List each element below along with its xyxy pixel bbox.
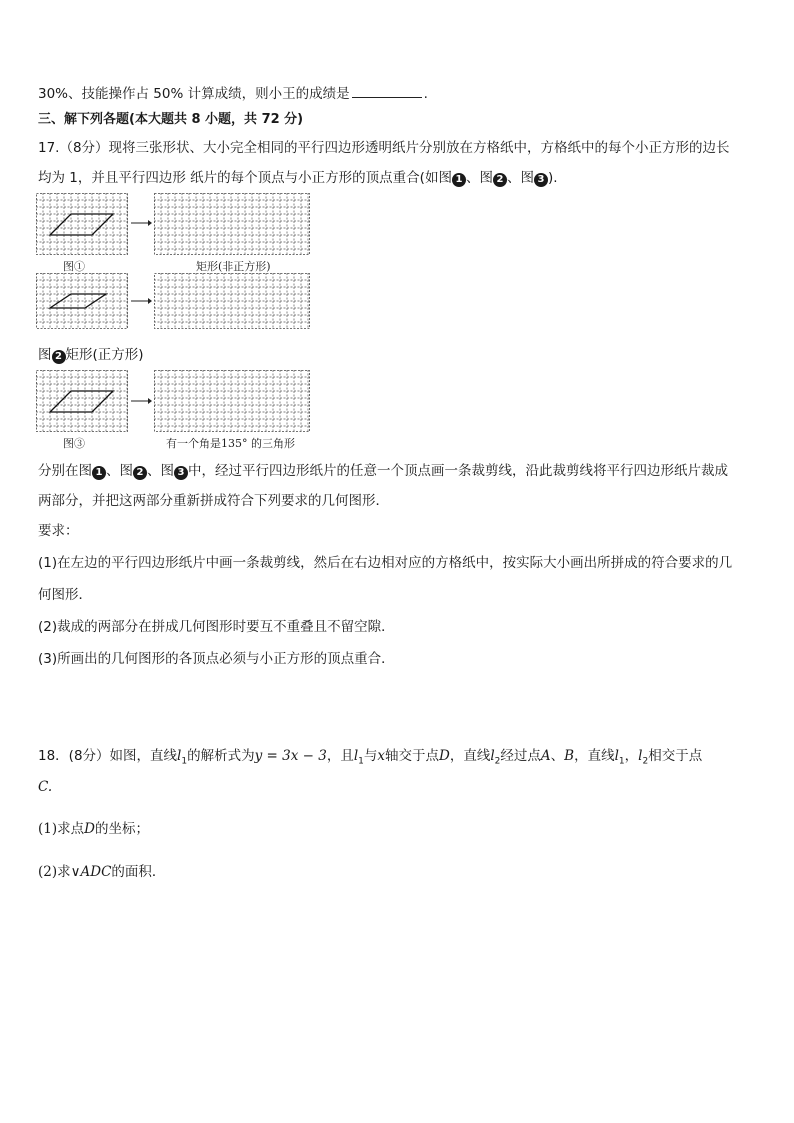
arrow-icon xyxy=(130,296,152,306)
figure3-target-caption: 有一个角是135° 的三角形 xyxy=(166,437,295,450)
figure2-caption: 图 2 矩形(正方形) xyxy=(38,347,144,363)
q17-para1-line1: 分别在图 1 、图 2 、图 3 中，经过平行四边形纸片的任意一个顶点画一条裁剪线，沿此裁剪线将平行四边形纸片裁成 xyxy=(38,463,728,479)
circle-2-icon: 2 xyxy=(52,350,66,364)
q17-line1: 17.（8分）现将三张形状、大小完全相同的平行四边形透明纸片分别放在方格纸中，方格纸中的每个小正方形的边长 xyxy=(38,140,730,156)
circle-2-icon: 2 xyxy=(493,173,507,187)
requirement-1-line2: 何图形． xyxy=(38,587,92,603)
requirement-3: (3)所画出的几何图形的各顶点必须与小正方形的顶点重合． xyxy=(38,651,395,667)
q17-para1-line2: 两部分，并把这两部分重新拼成符合下列要求的几何图形． xyxy=(38,493,389,509)
circle-1-icon: 1 xyxy=(452,173,466,187)
requirement-1-line1: (1)在左边的平行四边形纸片中画一条裁剪线，然后在右边相对应的方格纸中，按实际大小画出所拼成的符合要求的几 xyxy=(38,555,733,571)
q18-sub1: (1)求点D的坐标； xyxy=(38,821,149,837)
arrow-icon xyxy=(130,218,152,228)
q17-line2: 均为 1，并且平行四边形 纸片的每个顶点与小正方形的顶点重合(如图 1 、图 2 、图 3 ). xyxy=(38,170,558,186)
figure2-left-grid xyxy=(36,273,128,329)
figure1-left-grid xyxy=(36,193,128,255)
figure3-left-grid xyxy=(36,370,128,432)
q18-sub2: (2)求∨ADC的面积． xyxy=(38,864,166,880)
answer-line: 30%、技能操作占 50% 计算成绩，则小王的成绩是 . xyxy=(38,86,428,102)
parallelogram-shape xyxy=(50,391,113,412)
parallelogram-shape xyxy=(50,214,113,235)
requirement-2: (2)裁成的两部分在拼成几何图形时要互不重叠且不留空隙． xyxy=(38,619,395,635)
answer-blank[interactable] xyxy=(352,85,422,98)
circle-1-icon: 1 xyxy=(92,466,106,480)
circle-3-icon: 3 xyxy=(534,173,548,187)
figure1-target-caption: 矩形(非正方形) xyxy=(196,260,271,273)
equation: y = 3x − 3 xyxy=(254,748,327,764)
requirements-title: 要求： xyxy=(38,523,79,539)
answer-text: 30%、技能操作占 50% 计算成绩，则小王的成绩是 xyxy=(38,86,350,102)
figure2-right-grid xyxy=(154,273,310,329)
section-header: 三、解下列各题(本大题共 8 小题，共 72 分) xyxy=(38,112,304,127)
figure3-caption: 图③ xyxy=(63,437,85,450)
q18-point-c: C. xyxy=(38,779,53,795)
circle-3-icon: 3 xyxy=(174,466,188,480)
figure3-right-grid xyxy=(154,370,310,432)
q18-line1: 18．(8分）如图，直线$l_1$的解析式为y = 3x − 3，且$l_1$与x轴交于点D，直线$l_2$经过点A、B，直线$l_1$，$l_2$相交于点 xyxy=(38,748,703,767)
figure1-caption: 图① xyxy=(63,260,85,273)
circle-2-icon: 2 xyxy=(133,466,147,480)
figure1-right-grid xyxy=(154,193,310,255)
arrow-icon xyxy=(130,396,152,406)
